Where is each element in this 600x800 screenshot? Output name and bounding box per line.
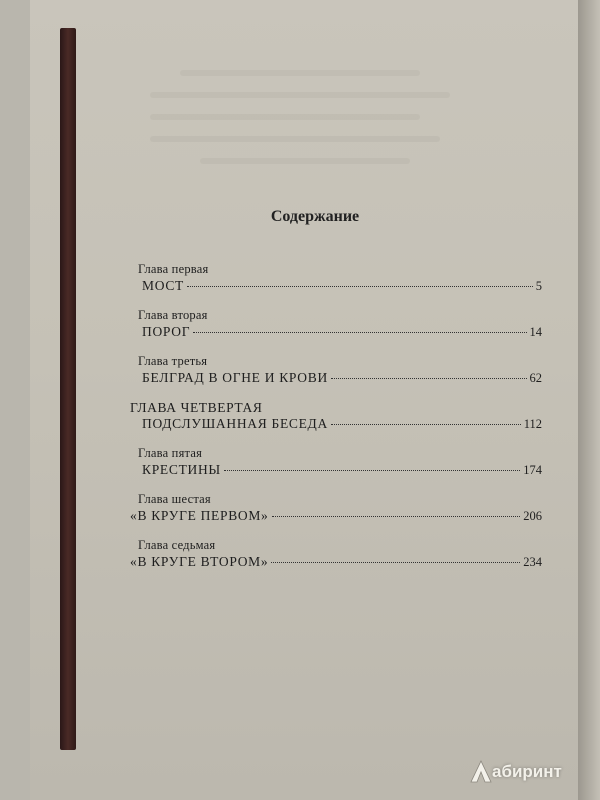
chapter-name: КРЕСТИНЫ xyxy=(142,462,221,477)
chapter-name: «В КРУГЕ ПЕРВОМ» xyxy=(130,508,269,523)
dot-leader xyxy=(331,378,527,379)
toc-entry-2[interactable] xyxy=(130,308,542,341)
bleed-through-text xyxy=(150,136,440,142)
dot-leader xyxy=(193,332,526,333)
chapter-name: МОСТ xyxy=(142,278,184,293)
page-edge xyxy=(578,0,600,800)
dot-leader xyxy=(271,562,520,563)
chapter-label: Глава вторая xyxy=(138,308,208,322)
chapter-label: Глава пятая xyxy=(138,446,203,460)
book-spine xyxy=(60,28,76,750)
table-of-contents xyxy=(130,262,542,584)
chapter-row xyxy=(130,507,542,525)
chapter-row xyxy=(130,553,542,571)
watermark-text: абиринт xyxy=(492,762,562,781)
dot-leader xyxy=(224,470,520,471)
page-number: 14 xyxy=(529,325,542,339)
page-number: 112 xyxy=(523,417,542,431)
chapter-label: Глава шестая xyxy=(138,492,211,506)
chapter-name: ПОРОГ xyxy=(142,324,191,339)
toc-entry-6[interactable] xyxy=(130,492,542,525)
toc-entry-1[interactable] xyxy=(130,262,542,295)
chapter-name: ПОДСЛУШАННАЯ БЕСЕДА xyxy=(142,416,328,431)
page-number: 62 xyxy=(529,371,542,385)
bleed-through-text xyxy=(200,158,410,164)
labirint-watermark xyxy=(470,760,562,784)
page-number: 234 xyxy=(523,555,542,569)
toc-title: Содержание xyxy=(270,208,360,225)
chapter-row xyxy=(142,323,542,341)
chapter-label: Глава третья xyxy=(138,354,208,368)
dot-leader xyxy=(272,516,521,517)
labirint-logo-icon xyxy=(470,760,492,784)
toc-entry-5[interactable] xyxy=(130,446,542,479)
bleed-through-text xyxy=(150,92,450,98)
chapter-row xyxy=(142,369,542,387)
chapter-row xyxy=(142,415,542,433)
chapter-label: ГЛАВА ЧЕТВЕРТАЯ xyxy=(130,400,263,415)
chapter-name: БЕЛГРАД В ОГНЕ И КРОВИ xyxy=(142,370,328,385)
chapter-row xyxy=(142,277,542,295)
toc-entry-3[interactable] xyxy=(130,354,542,387)
page-number: 174 xyxy=(523,463,542,477)
bleed-through-text xyxy=(180,70,420,76)
page-number: 206 xyxy=(523,509,542,523)
toc-entry-4[interactable] xyxy=(130,400,542,433)
chapter-label: Глава первая xyxy=(138,262,209,276)
chapter-row xyxy=(142,461,542,479)
dot-leader xyxy=(331,424,521,425)
dot-leader xyxy=(187,286,533,287)
chapter-name: «В КРУГЕ ВТОРОМ» xyxy=(130,554,269,569)
chapter-label: Глава седьмая xyxy=(138,538,216,552)
toc-entry-7[interactable] xyxy=(130,538,542,571)
page-number: 5 xyxy=(535,279,542,293)
bleed-through-text xyxy=(150,114,420,120)
